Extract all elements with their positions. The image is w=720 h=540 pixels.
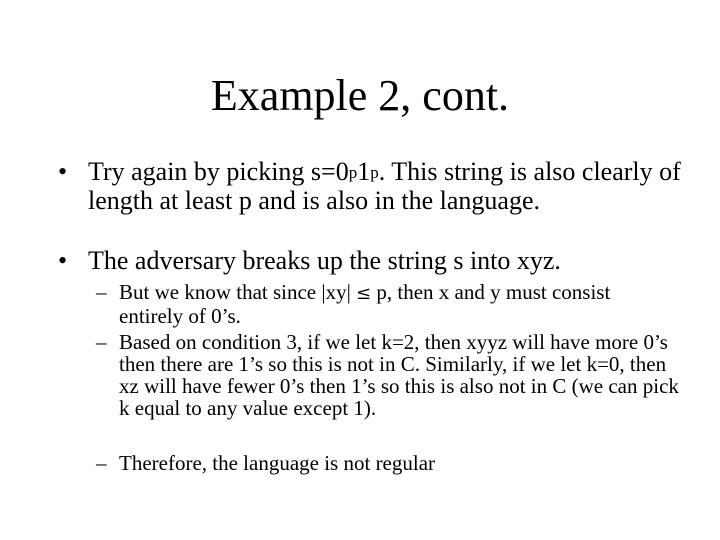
bullet-text-segment: 1	[357, 157, 371, 186]
bullet-text-segment: . This string is also clearly of length at least p and is also in the language.	[88, 157, 681, 215]
sub-bullet-text	[119, 281, 679, 327]
sub-bullet-marker: –	[96, 451, 107, 475]
superscript-p: p	[370, 163, 379, 182]
sub-bullet-marker: –	[96, 280, 107, 304]
bullet-text: The adversary breaks up the string s into xyz.	[88, 246, 561, 275]
bullet-marker: •	[58, 246, 68, 275]
superscript-p: p	[348, 163, 358, 182]
sub-bullet-text: Therefore, the language is not regular	[119, 451, 436, 475]
slide-title: Example 2, cont.	[210, 71, 510, 120]
bullet-marker: •	[58, 157, 68, 186]
sub-bullet-marker: –	[96, 330, 107, 354]
sub-bullet-text-segment: p, then x and y must consist entirely of 0’s.	[119, 280, 611, 328]
sub-bullet-text-segment: But we know that since |xy|	[119, 280, 357, 304]
bullet-text-segment: Try again by picking s=0	[88, 157, 349, 186]
sub-bullet-text: Based on condition 3, if we let k=2, then xyyz will have more 0’s then there are 1’s so this is not in C. Similarly, if we let k=0, then xz will have fewer 0’s then 1’s so this is also not in C (we can pick k equal to any value except 1).	[119, 330, 679, 420]
less-than-or-equal-symbol: ≤	[356, 283, 372, 304]
bullet-text	[88, 157, 688, 215]
